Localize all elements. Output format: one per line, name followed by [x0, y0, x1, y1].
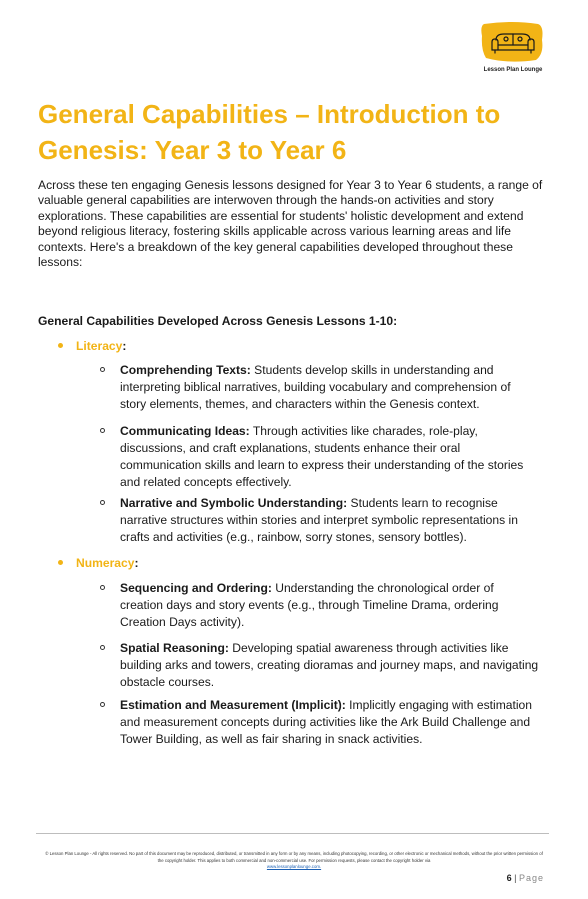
- item-term: Narrative and Symbolic Understanding:: [120, 496, 348, 510]
- category-numeracy: [58, 556, 139, 570]
- circle-bullet-icon: [100, 428, 105, 433]
- item-term: Spatial Reasoning:: [120, 641, 229, 655]
- page-separator: |: [514, 873, 517, 883]
- list-item: [100, 495, 540, 546]
- circle-bullet-icon: [100, 702, 105, 707]
- footer-copyright: [44, 851, 544, 871]
- list-item: [100, 697, 540, 748]
- category-label: Literacy: [76, 339, 123, 353]
- item-term: Communicating Ideas:: [120, 424, 250, 438]
- item-term: Comprehending Texts:: [120, 363, 251, 377]
- copyright-text: © Lesson Plan Lounge - All rights reserved. No part of this document may be reproduced, distributed, or transmitted in any form or by any means, including photocopying, recording, or other electronic or mechanical methods, without the prior written permission of the copyright holder. This applies to both commercial and non-commercial use. For permission requests, please contact the copyright holder via: [45, 851, 543, 863]
- intro-paragraph: Across these ten engaging Genesis lessons designed for Year 3 to Year 6 students, a range of valuable general capabilities are interwoven through the hands-on activities and story explorations. These capabilities are essential for students' holistic development and extend beyond religious literacy, fostering skills applicable across various learning areas and life contexts. Here's a breakdown of the key general capabilities developed throughout these lessons:: [38, 178, 543, 270]
- category-label: Numeracy: [76, 556, 135, 570]
- item-text: Implicitly engaging with estimation and measurement concepts during activities like the Ark Build Challenge and Tower Building, as well as fair sharing in snack activities.: [120, 698, 532, 746]
- section-heading: General Capabilities Developed Across Genesis Lessons 1-10:: [38, 314, 398, 328]
- circle-bullet-icon: [100, 500, 105, 505]
- footer-divider: [36, 833, 549, 834]
- bullet-icon: [58, 343, 63, 348]
- bullet-icon: [58, 560, 63, 565]
- item-term: Estimation and Measurement (Implicit):: [120, 698, 346, 712]
- category-colon: :: [122, 339, 127, 353]
- page-word: Page: [518, 873, 544, 883]
- item-text: Students develop skills in understanding and interpreting biblical narratives, building vocabulary and comprehension of story elements, themes, and characters within the Genesis context.: [120, 363, 511, 411]
- list-item: [100, 640, 540, 691]
- category-colon: :: [134, 556, 139, 570]
- item-text: Developing spatial awareness through activities like building arks and towers, creating dioramas and journey maps, and navigating obstacle courses.: [120, 641, 539, 689]
- brand-name: Lesson Plan Lounge: [483, 67, 543, 73]
- list-item: [100, 580, 540, 631]
- page-number: [507, 873, 544, 883]
- item-text: Students learn to recognise narrative structures within stories and interpret symbolic representations in crafts and activities (e.g., rainbow, sorry stones, sensory bottles).: [120, 496, 518, 544]
- circle-bullet-icon: [100, 645, 105, 650]
- page-title: General Capabilities – Introduction to Genesis: Year 3 to Year 6: [38, 99, 501, 165]
- item-term: Sequencing and Ordering:: [120, 581, 272, 595]
- item-text: Through activities like charades, role-play, discussions, and craft explanations, students enhance their oral communication skills and learn to express their understanding of the stories and related concepts effectively.: [120, 424, 524, 489]
- circle-bullet-icon: [100, 585, 105, 590]
- sofa-logo-icon: [478, 20, 548, 66]
- list-item: [100, 423, 540, 491]
- page-number-value: 6: [506, 873, 512, 883]
- website-link[interactable]: www.lessonplanlounge.com.: [266, 864, 322, 869]
- circle-bullet-icon: [100, 367, 105, 372]
- brand-logo: [478, 20, 548, 78]
- item-text: Understanding the chronological order of creation days and story events (e.g., through Timeline Drama, ordering Creation Days activity).: [120, 581, 499, 629]
- category-literacy: [58, 339, 126, 353]
- list-item: [100, 362, 540, 413]
